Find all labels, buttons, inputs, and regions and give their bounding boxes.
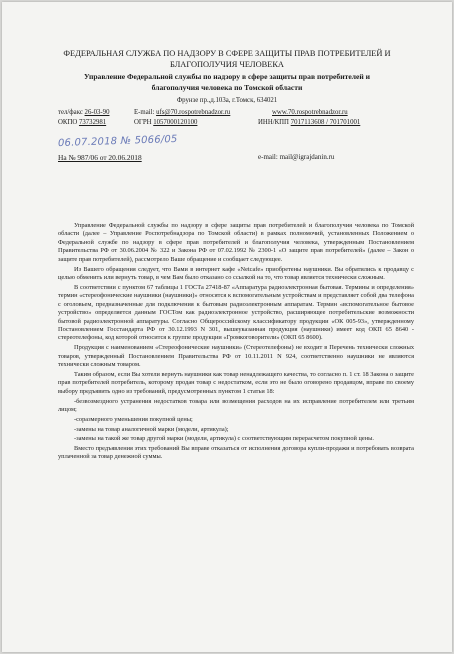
list-item-same-brand: -замены на товар аналогичной марки (модели, артикула); — [74, 425, 229, 433]
paragraph-complaint: Из Вашего обращения следует, что Вами в интернет кафе «Netcafe» приобретены наушники. Вы обратились к продавцу с целью обменить или вернуть товар, в чем Вам было отказано со ссылкой на то, что товар является технически сложным. — [58, 265, 414, 282]
reference-number — [58, 153, 142, 162]
phone-value: 26-03-90 — [84, 109, 110, 116]
registration-stamp: 06.07.2018 № 5066/05 — [57, 133, 178, 150]
list-item-price-reduction: -соразмерного уменьшения покупной цены; — [74, 415, 193, 423]
inn-label: ИНН/КПП — [258, 119, 289, 126]
letter-body — [58, 222, 414, 463]
paragraph-refund: Вместо предъявления этих требований Вы вправе отказаться от исполнения договора купли-продажи и потребовать возврата уплаченной за товар денежной суммы. — [58, 445, 414, 461]
list-item-other-brand: -замены на такой же товар другой марки (модели, артикула) с соответствующим перерасчетом покупной цены. — [74, 435, 374, 443]
recipient-email: e-mail: mail@igrajdanin.ru — [258, 153, 335, 161]
agency-address: Фрунзе пр.,д.103а, г.Томск, 634021 — [176, 97, 278, 104]
department-title-line2: благополучия человека по Томской области — [151, 83, 303, 92]
paragraph-product: Продукция с наименованием «Стереофонические наушники» (Стереотелефоны) не входит в Перечень технически сложных товаров, утвержденный Постановлением Правительства РФ от 10.11.2011 N 924, соответственно наушники не являются технически сложным товаром. — [58, 344, 414, 369]
agency-title-line1: ФЕДЕРАЛЬНАЯ СЛУЖБА ПО НАДЗОРУ В СФЕРЕ ЗАЩИТЫ ПРАВ ПОТРЕБИТЕЛЕЙ И — [63, 49, 391, 58]
phone-label: тел/факс — [58, 109, 83, 116]
inn-line — [258, 118, 360, 127]
contact-email — [134, 108, 230, 117]
okpo-value: 73732981 — [78, 119, 107, 126]
department-title-line1: Управление Федеральной службы по надзору в сфере защиты прав потребителей и — [84, 72, 370, 81]
paragraph-intro: Управление Федеральной службы по надзору в сфере защиты прав потребителей и благополучия человека по Томской области (далее – Управление Роспотребнадзора по Томской области) в рамках полномочий, установленных Положением о Федеральной службе по надзору в сфере прав потребителей и благополучия человека, утвержденным Постановлением Правительства РФ от 30.06.2004 № 322 и Закона РФ от 07.02.1992 № 2300-1 «О защите прав потребителей» (далее – Закон о защите прав потребителей), рассмотрело Ваше обращение и сообщает следующее. — [58, 222, 414, 263]
email-label: E-mail: — [134, 109, 155, 116]
paragraph-gost: В соответствии с пунктом 67 таблицы 1 ГОСТа 27418-87 «Аппаратура радиоэлектронная бытовая. Термины и определения» термин «стереофонические наушники (наушники)» относятся к вспомогательным устройствам и представляет собой два телефона с оголовьем, предназначенные для подключения к бытовым радиоэлектронным аппаратам. Термин «вспомогательное бытовое устройство» определяется данным ГОСТом как радиоэлектронное устройство, расширяющее потребительские возможности бытовой радиоэлектронной аппаратуры. Согласно Общероссийскому классификатору продукции «ОК 005-93», утвержденному Постановлением Госстандарта РФ от 30.12.1993 N 301, вышеуказанная продукция (наушники) имеет код ОКП 65 8640 - стереотелефоны, код которой относится к группе продукции «Громкоговорители» (ОКП 65 8600). — [58, 283, 414, 342]
ogrn-line — [134, 118, 197, 127]
okpo-line — [58, 118, 106, 127]
email-link[interactable]: ufs@70.rospotrebnadzor.ru — [156, 109, 231, 116]
website-link[interactable] — [272, 108, 348, 117]
agency-title-line2: БЛАГОПОЛУЧИЯ ЧЕЛОВЕКА — [170, 60, 284, 69]
ogrn-label: ОГРН — [134, 119, 152, 126]
contact-phone — [58, 108, 109, 117]
paragraph-conclusion: Таким образом, если Вы хотели вернуть наушники как товар ненадлежащего качества, то согласно п. 1 ст. 18 Закона о защите прав потребителей потребитель, которому продан товар с недостатком, если это не было оговорено продавцом, вправе по своему выбору предъявить одно из требований, предусмотренных пунктом 1 статьи 18: — [58, 370, 414, 395]
reference-number-text: На № 987/06 от 20.06.2018 — [58, 153, 142, 162]
ogrn-value: 1057000120100 — [153, 119, 198, 126]
list-item-repair: -безвозмездного устранения недостатков товара или возмещения расходов на их исправление потребителем или третьим лицом; — [58, 397, 414, 413]
website-url[interactable]: www.70.rospotrebnadzor.ru — [272, 109, 348, 116]
okpo-label: ОКПО — [58, 119, 78, 126]
inn-value: 7017113608 / 701701001 — [290, 119, 361, 126]
